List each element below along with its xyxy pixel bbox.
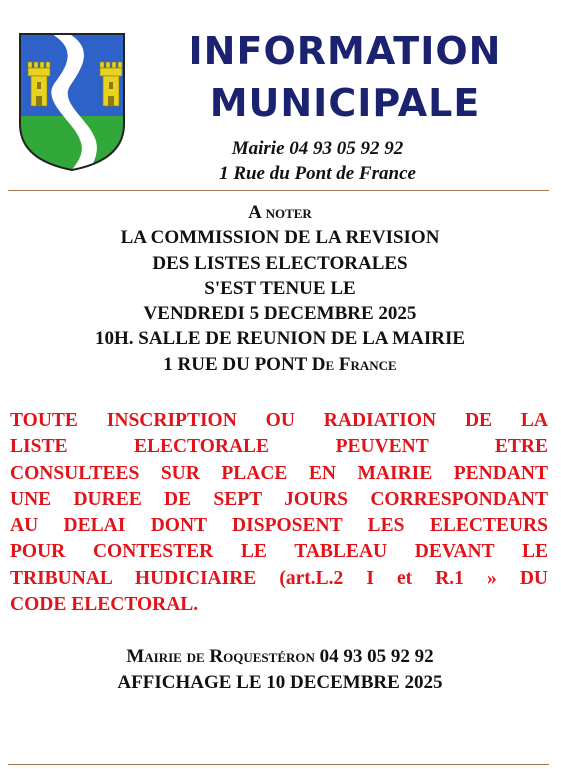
notice-line: 1 RUE DU PONT De France <box>163 353 397 375</box>
red-notice-paragraph <box>10 408 548 618</box>
notice-line: A noter <box>248 202 312 223</box>
footer-divider <box>8 764 549 765</box>
footer-contact: Mairie de Roquestéron 04 93 05 92 92 <box>126 646 434 667</box>
paragraph-line: CONSULTEES SUR PLACE EN MAIRIE PENDANT <box>10 462 548 484</box>
posting-date: AFFICHAGE LE 10 DECEMBRE 2025 <box>117 672 443 693</box>
footer-block <box>30 644 530 696</box>
municipal-coat-of-arms <box>18 32 126 172</box>
notice-line: 10H. SALLE DE REUNION DE LA MAIRIE <box>94 328 466 350</box>
paragraph-line: TRIBUNAL HUDICIAIRE (art.L.2 I et R.1 » DU <box>10 567 548 589</box>
notice-line: S'EST TENUE LE <box>204 277 356 299</box>
notice-line: DES LISTES ELECTORALES <box>152 252 408 274</box>
paragraph-line: TOUTE INSCRIPTION OU RADIATION DE LA <box>10 410 548 431</box>
paragraph-line: UNE DUREE DE SEPT JOURS CORRESPONDANT <box>10 488 548 510</box>
title-line-1: INFORMATION <box>188 29 502 73</box>
notice-block <box>30 200 530 377</box>
paragraph-line: POUR CONTESTER LE TABLEAU DEVANT LE <box>10 541 548 563</box>
paragraph-line: AU DELAI DONT DISPOSENT LES ELECTEURS <box>10 515 548 537</box>
header-divider <box>8 190 549 191</box>
paragraph-line: LISTE ELECTORALE PEUVENT ETRE <box>10 436 548 458</box>
notice-line: LA COMMISSION DE LA REVISION <box>120 227 440 249</box>
mairie-phone: Mairie 04 93 05 92 92 <box>231 138 404 159</box>
notice-line: VENDREDI 5 DECEMBRE 2025 <box>143 303 417 325</box>
paragraph-line: CODE ELECTORAL. <box>10 594 199 616</box>
title-line-2: MUNICIPALE <box>209 81 481 125</box>
mairie-address: 1 Rue du Pont de France <box>219 163 416 184</box>
